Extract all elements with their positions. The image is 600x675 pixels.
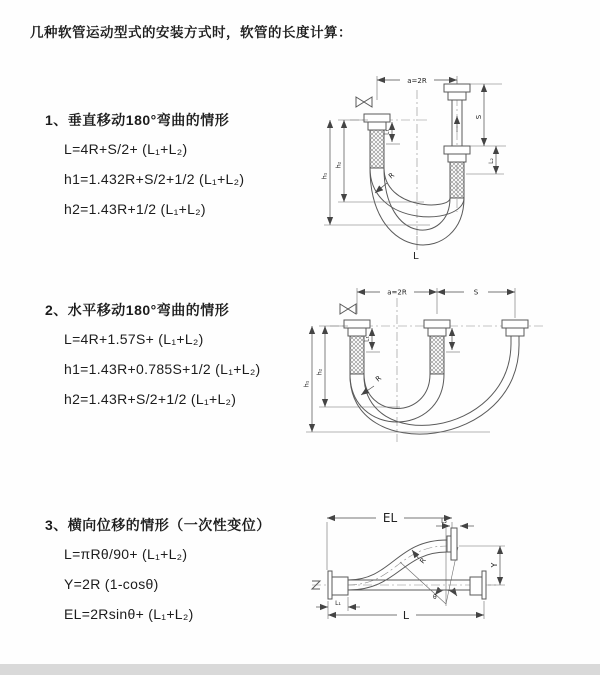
section-3-formula-Y: Y=2R (1-cosθ) — [64, 576, 159, 592]
valve-right-triangle — [364, 97, 372, 107]
label-h2: h₂ — [334, 161, 343, 169]
fitting-plate — [447, 536, 451, 552]
fitting-block — [470, 577, 482, 595]
braided-hose-section — [430, 336, 444, 374]
section-2-formula-h2: h2=1.43R+S/2+1/2 (L₁+L₂) — [64, 391, 237, 407]
curve-centerline — [348, 546, 447, 585]
neck — [368, 122, 386, 130]
label-l2: L₂ — [488, 158, 495, 164]
label-l1: L₁ — [335, 600, 341, 607]
d1-dimensions — [321, 76, 507, 260]
d2-left-fitting — [344, 320, 370, 374]
flange — [364, 114, 390, 122]
neck — [428, 328, 446, 336]
braided-hose-section — [350, 336, 364, 374]
section-1-formula-h1: h1=1.432R+S/2+1/2 (L₁+L₂) — [64, 171, 245, 187]
label-el: EL — [382, 511, 398, 525]
valve-left-triangle — [340, 304, 348, 314]
section-1-formula-h2: h2=1.43R+1/2 (L₁+L₂) — [64, 201, 206, 217]
label-l: L — [402, 609, 410, 622]
valve-right-triangle — [348, 304, 356, 314]
label-y: Y — [490, 562, 499, 568]
label-theta: θ — [433, 594, 437, 601]
label-r: R — [374, 374, 384, 384]
hose-displaced-upper-wall — [348, 540, 447, 580]
label-l2: L₂ — [441, 518, 447, 525]
section-2-heading: 2、水平移动180°弯曲的情形 — [45, 302, 230, 318]
flange — [344, 320, 370, 328]
flange — [482, 571, 486, 599]
braided-hose-section — [370, 130, 384, 168]
braided-hose-section — [450, 162, 464, 198]
d3-upper-fitting — [447, 528, 457, 560]
label-h1: h₁ — [320, 172, 329, 180]
flange-lower — [444, 146, 470, 154]
diagram-vertical-180-bend — [312, 70, 582, 260]
d2-valve-icon — [340, 304, 356, 314]
d3-right-fitting — [470, 571, 486, 599]
pipe-stub — [511, 336, 519, 344]
neck-upper — [448, 92, 466, 100]
section-3-formula-EL: EL=2Rsinθ+ (L₁+L₂) — [64, 606, 194, 622]
label-l1: L₁ — [383, 129, 391, 135]
label-l: L — [413, 251, 419, 260]
section-2-formula-L: L=4R+1.57S+ (L₁+L₂) — [64, 331, 204, 347]
valve-left-triangle — [356, 97, 364, 107]
d1-left-fitting — [364, 114, 390, 168]
flange — [502, 320, 528, 328]
label-h2: h₂ — [315, 368, 324, 376]
flange-upper — [444, 84, 470, 92]
neck — [506, 328, 524, 336]
d2-dimensions — [303, 288, 516, 432]
d2-right-fitting — [502, 320, 528, 344]
radius-line-left — [400, 562, 446, 604]
d2-middle-fitting — [424, 320, 450, 374]
label-a2r: a=2R — [387, 288, 407, 297]
d1-valve-icon — [356, 97, 372, 107]
section-3-formula-L: L=πRθ/90+ (L₁+L₂) — [64, 546, 188, 562]
flange — [424, 320, 450, 328]
flange — [451, 528, 457, 560]
label-a2r: a=2R — [407, 77, 427, 85]
label-r: R — [387, 171, 397, 181]
neck — [348, 328, 366, 336]
neck-lower — [448, 154, 466, 162]
label-s: S — [475, 114, 483, 120]
section-3-heading: 3、横向位移的情形（一次性变位） — [45, 517, 271, 533]
d3-dimensions — [316, 511, 505, 622]
section-1-heading: 1、垂直移动180°弯曲的情形 — [45, 112, 230, 128]
fitting-block — [332, 577, 348, 595]
section-1-formula-L: L=4R+S/2+ (L₁+L₂) — [64, 141, 188, 157]
label-r: R — [418, 556, 428, 566]
label-l1: L₁ — [363, 336, 371, 342]
label-h1: h₁ — [302, 380, 311, 388]
diagram-lateral-displacement — [300, 498, 600, 658]
flange — [328, 571, 332, 599]
page-bottom-edge — [0, 664, 600, 675]
label-s: S — [473, 288, 479, 297]
r-leader-arrow — [361, 386, 374, 395]
doc-title: 几种软管运动型式的安装方式时，软管的长度计算： — [30, 25, 352, 40]
section-2-formula-h1: h1=1.43R+0.785S+1/2 (L₁+L₂) — [64, 361, 261, 377]
diagram-horizontal-180-bend — [300, 282, 600, 457]
